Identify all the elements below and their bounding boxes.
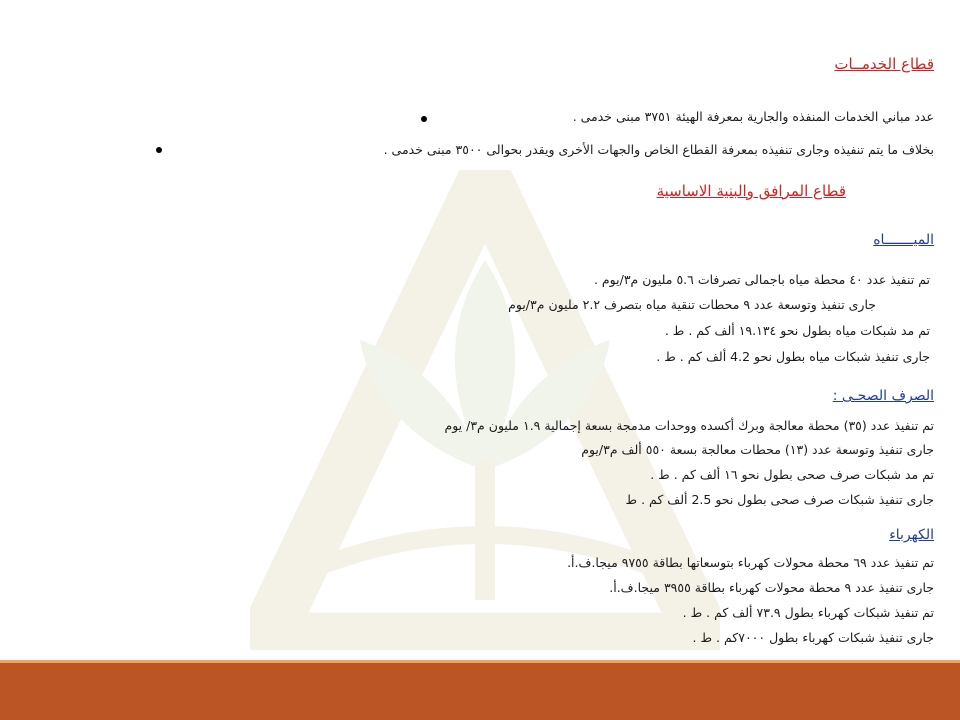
- watermark-logo-icon: [250, 170, 720, 650]
- water-item-2: جارى تنفيذ وتوسعة عدد ٩ محطات تنقية مياه بتصرف ٢.٢ مليون م٣/يوم: [508, 297, 876, 312]
- water-title: الميـــــــاه: [873, 232, 934, 248]
- bullet-icon: [156, 147, 162, 153]
- footer-bar: [0, 663, 960, 720]
- water-item-3: تم مد شبكات مياه بطول نحو ١٩.١٣٤ ألف كم . ط .: [664, 323, 930, 338]
- sewage-title: الصرف الصحـى :: [832, 388, 934, 404]
- bullet-icon: [421, 116, 427, 122]
- electricity-item-2: جارى تنفيذ عدد ٩ محطة محولات كهرباء بطاقة ٣٩٥٥ ميجا.ف.أ.: [609, 580, 934, 595]
- sewage-item-4: جارى تنفيذ شبكات صرف صحى بطول نحو 2.5 ألف كم . ط: [625, 492, 934, 507]
- services-item-1: عدد مباني الخدمات المنفذه والجارية بمعرفة الهيئة ٣٧٥١ مبنى خدمى .: [572, 109, 934, 124]
- electricity-item-4: جارى تنفيذ شبكات كهرباء بطول ٧٠٠٠كم . ط .: [692, 630, 934, 645]
- services-item-2: بخلاف ما يتم تنفيذه وجارى تنفيذه بمعرفة القطاع الخاص والجهات الأخرى ويقدر بحوالى ٣٥٠٠ مبنى خدمى .: [383, 142, 934, 157]
- sewage-item-2: جارى تنفيذ وتوسعة عدد (١٣) محطات معالجة بسعة ٥٥٠ ألف م٣/يوم: [581, 442, 934, 457]
- services-title: قطاع الخدمــات: [834, 55, 934, 73]
- electricity-item-1: تم تنفيذ عدد ٦٩ محطة محولات كهرباء بتوسعاتها بطاقة ٩٧٥٥ ميجا.ف.أ.: [567, 555, 934, 570]
- sewage-item-3: تم مد شبكات صرف صحى بطول نحو ١٦ ألف كم . ط .: [650, 467, 934, 482]
- electricity-item-3: تم تنفيذ شبكات كهرباء بطول ٧٣.٩ ألف كم . ط .: [682, 605, 934, 620]
- electricity-title: الكهرباء: [889, 527, 934, 543]
- water-item-4: جارى تنفيذ شبكات مياه بطول نحو 4.2 ألف كم . ط .: [656, 349, 930, 364]
- sewage-item-1: تم تنفيذ عدد (٣٥) محطة معالجة وبرك أكسده ووحدات مدمجة بسعة إجمالية ١.٩ مليون م٣/ يوم: [444, 418, 934, 433]
- water-item-1: تم تنفيذ عدد ٤٠ محطة مياه باجمالى تصرفات ٥.٦ مليون م٣/يوم .: [593, 272, 930, 287]
- infrastructure-title: قطاع المرافق والبنية الاساسية: [656, 182, 846, 200]
